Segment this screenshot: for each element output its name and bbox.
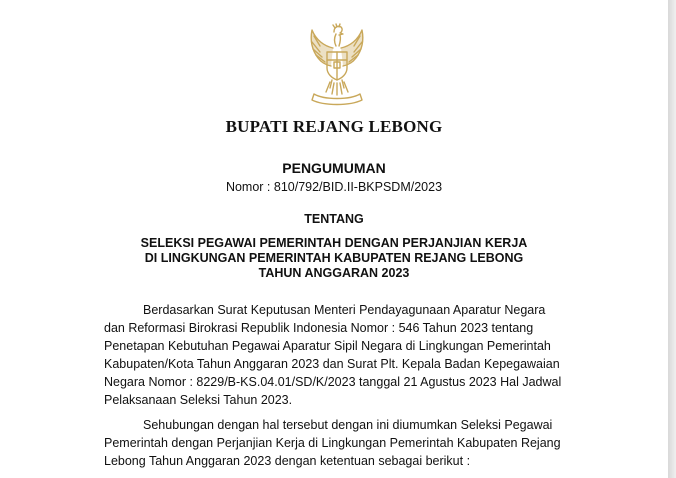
paragraph-basis (104, 301, 616, 409)
paragraph-line: Penetapan Kebutuhan Pegawai Aparatur Sipil Negara di Lingkungan Pemerintah (104, 339, 551, 353)
paragraph-line: Berdasarkan Surat Keputusan Menteri Pendayagunaan Aparatur Negara (143, 303, 546, 317)
subject-line: DI LINGKUNGAN PEMERINTAH KABUPATEN REJANG LEBONG (144, 251, 524, 265)
paragraph-line: Negara Nomor : 8229/B-KS.04.01/SD/K/2023 tanggal 21 Agustus 2023 Hal Jadwal (104, 375, 562, 389)
document-type: PENGUMUMAN (282, 160, 386, 176)
document-number: Nomor : 810/792/BID.II-BKPSDM/2023 (225, 180, 443, 194)
about-label: TENTANG (304, 212, 364, 226)
garuda-emblem-icon (290, 22, 384, 108)
paragraph-line: Lebong Tahun Anggaran 2023 dengan ketentuan sebagai berikut : (104, 454, 471, 468)
issuing-authority: BUPATI REJANG LEBONG (225, 117, 443, 136)
viewer-scroll-edge (668, 0, 676, 478)
paragraph-announcement (104, 416, 616, 470)
paragraph-line: dan Reformasi Birokrasi Republik Indonesia Nomor : 546 Tahun 2023 tentang (104, 321, 534, 335)
document-subject (0, 236, 668, 281)
paragraph-line: Pelaksanaan Seleksi Tahun 2023. (104, 393, 293, 407)
subject-line: TAHUN ANGGARAN 2023 (258, 266, 410, 280)
paragraph-line: Sehubungan dengan hal tersebut dengan ini diumumkan Seleksi Pegawai (143, 418, 553, 432)
subject-line: SELEKSI PEGAWAI PEMERINTAH DENGAN PERJANJIAN KERJA (140, 236, 528, 250)
paragraph-line: Kabupaten/Kota Tahun Anggaran 2023 dan Surat Plt. Kepala Badan Kepegawaian (104, 357, 560, 371)
paragraph-line: Pemerintah dengan Perjanjian Kerja di Lingkungan Pemerintah Kabupaten Rejang (104, 436, 561, 450)
